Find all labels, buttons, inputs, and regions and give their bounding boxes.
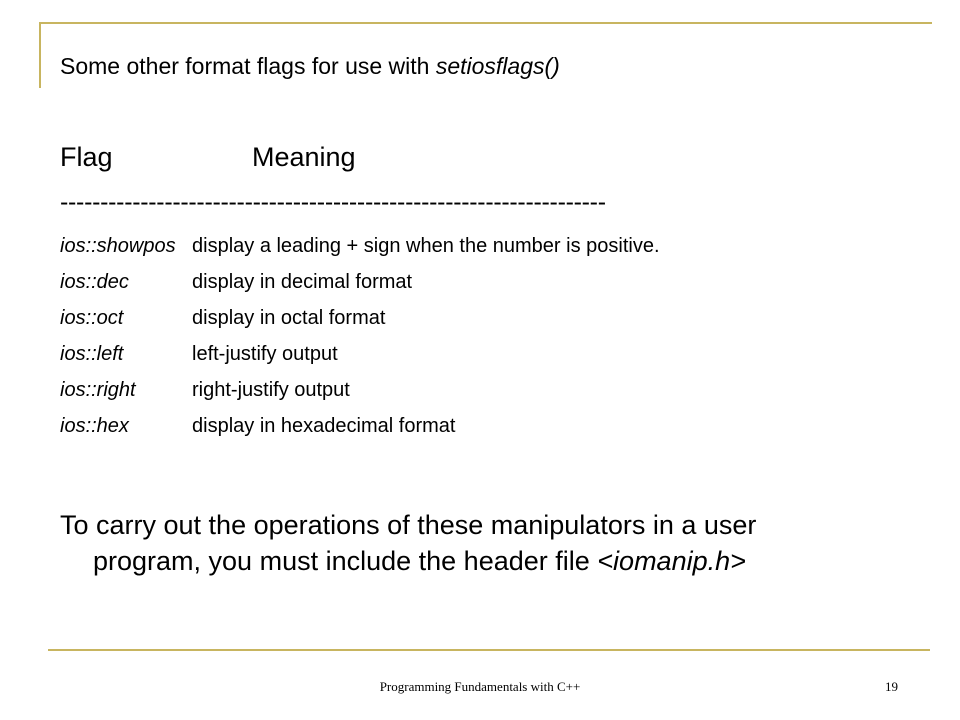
flag-name: ios::right [60, 379, 136, 401]
footer-divider [48, 649, 930, 651]
flag-meaning: left-justify output [192, 343, 338, 365]
flag-meaning: right-justify output [192, 379, 350, 401]
paragraph-line-2-text: program, you must include the header file [93, 546, 598, 576]
title-prefix: Some other format flags for use with [60, 53, 436, 79]
title-function: setiosflags() [435, 53, 560, 79]
flag-name: ios::left [60, 343, 124, 365]
left-border-line [39, 22, 41, 88]
flag-meaning: display a leading + sign when the number is positive. [192, 235, 660, 257]
paragraph-line-1: To carry out the operations of these manipulators in a user [60, 510, 757, 540]
separator-line: -------------------------------------------------------------------- [60, 188, 606, 216]
page-number: 19 [885, 679, 898, 694]
flag-name: ios::hex [60, 415, 129, 437]
footer-course-title: Programming Fundamentals with C++ [379, 679, 581, 694]
flag-meaning: display in hexadecimal format [192, 415, 456, 437]
header-meaning: Meaning [252, 142, 356, 172]
body-paragraph [60, 507, 910, 579]
top-border-line [40, 22, 932, 24]
flag-meaning: display in octal format [192, 307, 386, 329]
header-flag: Flag [60, 142, 113, 172]
slide-title [60, 50, 560, 82]
flag-meaning: display in decimal format [192, 271, 413, 293]
flag-name: ios::showpos [60, 235, 176, 257]
flag-name: ios::oct [60, 307, 124, 329]
paragraph-line-2 [60, 543, 910, 579]
flag-name: ios::dec [60, 271, 129, 293]
header-file-name: <iomanip.h> [597, 546, 746, 576]
